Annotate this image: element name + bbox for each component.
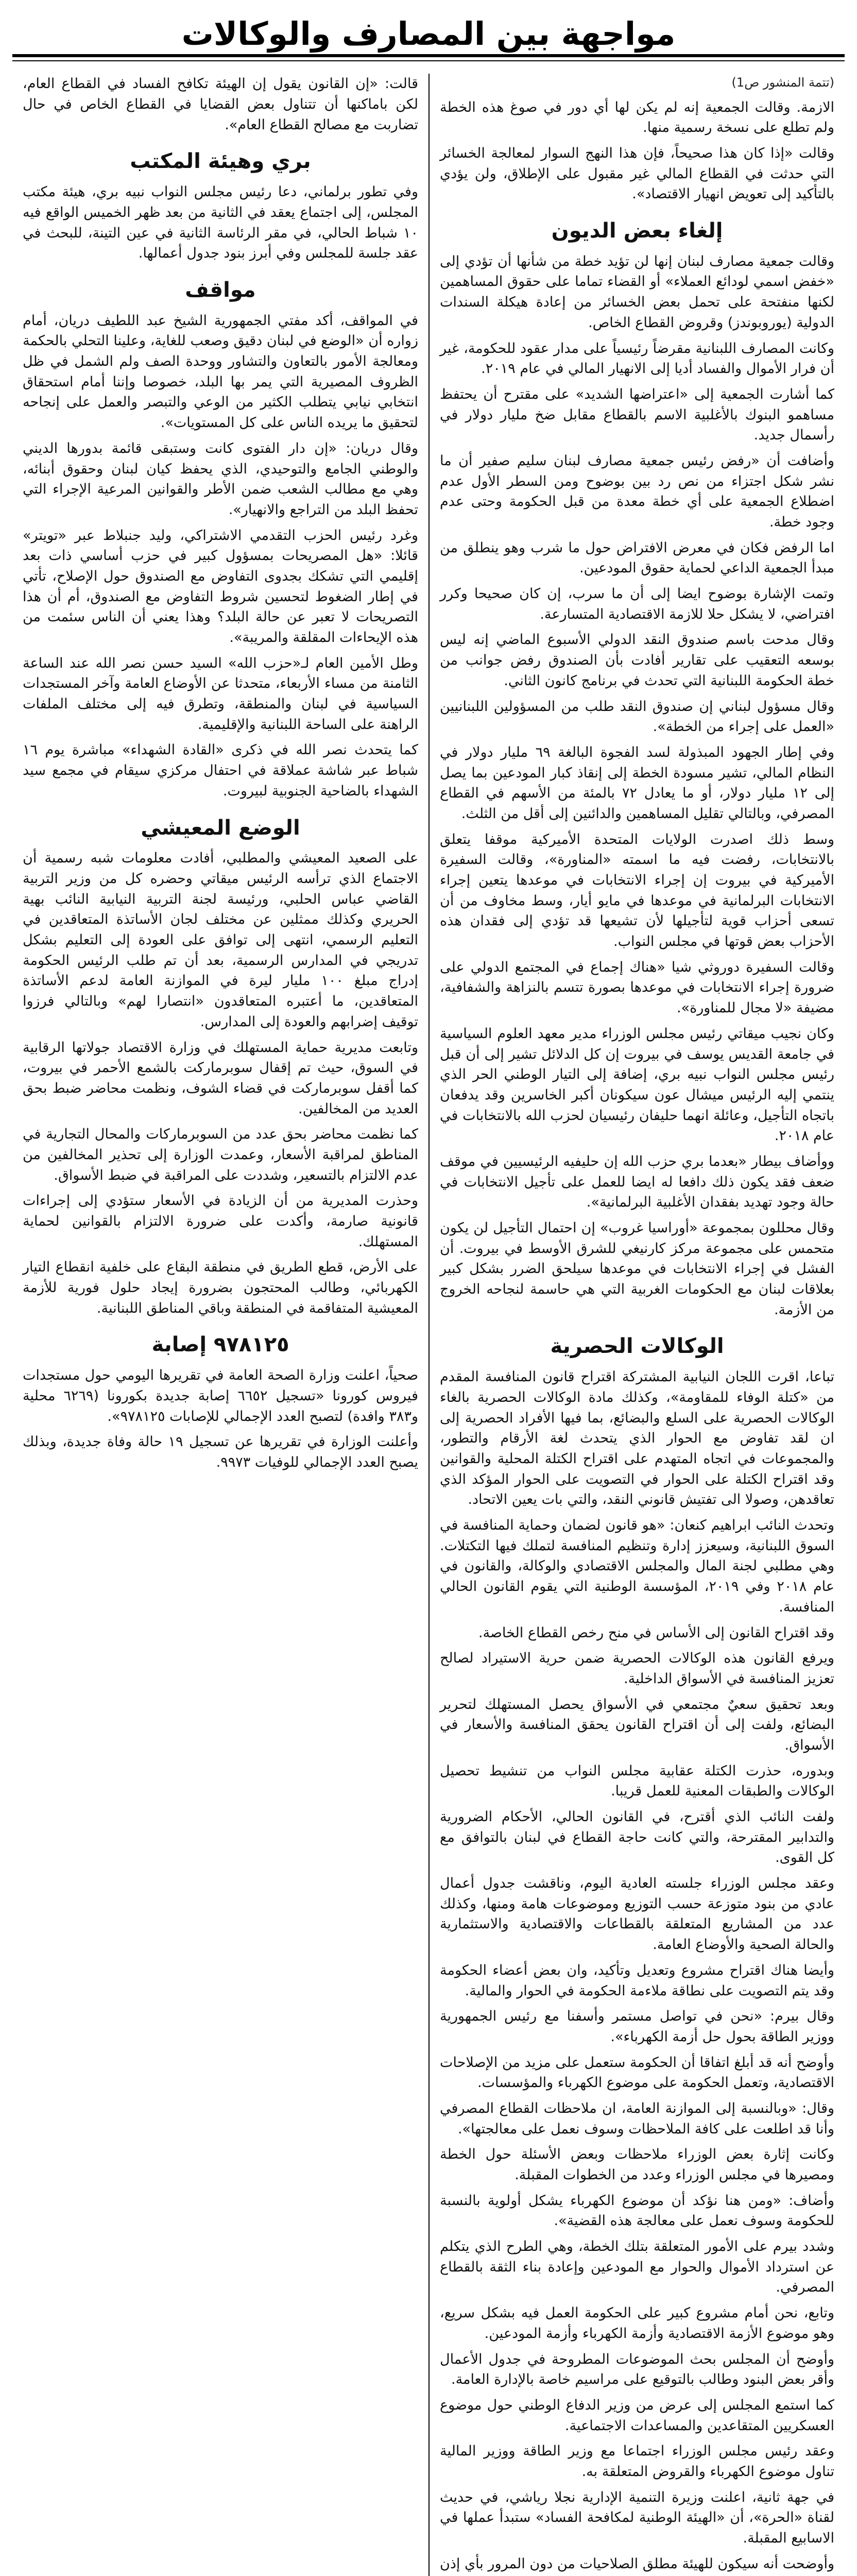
paragraph: اما الرفض فكان في معرض الافتراض حول ما شرب وهو ينطلق من مبدأ الجمعية الداعي لحماية حقوق المودعين. [440,539,834,577]
paragraph: على الصعيد المعيشي والمطلبي، أفادت معلومات شبه رسمية أن الاجتماع الذي ترأسه الرئيس ميقاتي وحضره كل من وزير التربية القاضي عباس الحلبي، ورئيسة لجنة التربية النيابية النائب بهية الحريري وكذلك ممثلين عن مختلف لجان الأساتذة المتعاقدين في التعليم الرسمي، انتهى إلى توافق على العودة إلى التعليم بشكل تدريجي في المدارس الرسمية، بعد أن تم طلب الرئيس الحكومة إدراج مبلغ ١٠٠ مليار ليرة في الموازنة العامة لدعم الأساتذة المتعاقدين، ما أعتبره المتعاقدون «انتصارا لهم» وبالتالي فرزوا توقيف إضرابهم والعودة إلى المدارس. [23,850,418,1030]
section-body [23,1365,418,1472]
paragraph: وفي إطار الجهود المبذولة لسد الفجوة البالغة ٦٩ مليار دولار في النظام المالي، تشير مسودة الخطة إلى إنقاذ كبار المودعين بما يصل إلى ١٢ مليار دولار، أو ما يعادل ٧٢ بالمئة من الأسهم في القطاع المصرفي، وبالتالي تقليل المساهمين والدائنين إلى أقل من الثلث. [440,744,834,822]
paragraph: وشدد بيرم على الأمور المتعلقة بتلك الخطة، وهي الطرح الذي يتكلم عن استرداد الأموال والحوار مع المودعين وإعادة بناء الثقة بالقطاع المصرفي. [440,2239,834,2296]
paragraph: تباعا، اقرت اللجان النيابية المشتركة اقتراح قانون المنافسة المقدم من «كتلة الوفاء للمقاومة»، وكذلك مادة الوكالات الحصرية بالغاء الوكالات الحصرية على السلع والبضائع، بما فيها الأفراد الحصرية إلى ان لقد تفاوض مع الحوار الذي يتحدث لغة الأرقام والتطور، والمجموعات في اتجاه المتهدم على اقتراح الكتلة المحلية والقوانين وقد اقتراح الكتلة على الحوار في التصويت على الحوار المؤكد الذي تعاقدهن، وصولا الى تفتيش قانوني النقد، والتي بات يعين الاتحاد. [440,1369,834,1508]
paragraph: كما أشارت الجمعية إلى «اعتراضها الشديد» على مقترح أن يحتفظ مساهمو البنوك بالأغلبية الاسم بالقطاع مقابل ضخ مليار دولار في رأسمال جديد. [440,386,834,444]
paragraph: وتابعت مديرية حماية المستهلك في وزارة الاقتصاد جولاتها الرقابية في السوق، حيث تم إقفال سوبرماركت بالشمع الأحمر في بيروت، كما أقفل سوبرماركت في قضاء الشوف، ونظمت محاضر ضبط بحق العديد من المخالفين. [23,1039,418,1117]
left-intro [23,74,418,135]
section-heading: الوضع المعيشي [141,816,300,840]
paragraph: وسط ذلك اصدرت الولايات المتحدة الأميركية موقفا يتعلق بالانتخابات، رفضت فيه ما اسمته «المناورة»، وقالت السفيرة الأميركية في بيروت إن إجراء الانتخابات في موعدها يتعين إجراء الانتخابات البرلمانية في موعدها في مايو أيار، وسط مخاوف من أن تسعى أحزاب قوية لتأجيلها لأن تشيعها قد تؤدي إلى فقدان هذه الأحزاب بعض قوتها في مجلس النواب. [440,831,834,950]
section-heading: إلغاء بعض الديون [551,219,723,243]
section-body [23,311,418,802]
paragraph: قالت: «إن القانون يقول إن الهيئة تكافح الفساد في القطاع العام، لكن باماكنها أن تتناول بعض القضايا في القطاع الخاص في حال تضاربت مع مصالح القطاع العام». [23,76,418,133]
paragraph: صحياً، اعلنت وزارة الصحة العامة في تقريرها اليومي حول مستجدات فيروس كورونا «تسجيل ٦٦٥٢ إصابة جديدة بكورونا (٦٢٦٩ محلية و٣٨٣ وافدة) لتصبح العدد الإجمالي للإصابات ٩٧٨١٢٥». [23,1367,418,1425]
paragraph: وقد اقتراح القانون إلى الأساس في منح رخص القطاع الخاصة. [478,1624,834,1641]
section-heading: ٩٧٨١٢٥ إصابة [151,1333,289,1357]
paragraph: وأوضح أنه قد أبلغ اتفاقا أن الحكومة ستعمل على مزيد من الإصلاحات الاقتصادية، وتعمل الحكومة على موضوع الكهرباء والمؤسسات. [440,2054,834,2091]
paragraph: وطل الأمين العام لـ«حزب الله» السيد حسن نصر الله عند الساعة الثامنة من مساء الأربعاء، متحدثا عن الأوضاع العامة وآخر المستجدات السياسية في لبنان والمنطقة، وتطرق فيه إلى مختلف الملفات الراهنة على الساحة اللبنانية والإقليمية. [23,655,418,733]
section-body [440,251,834,1320]
paragraph: في المواقف، أكد مفتي الجمهورية الشيخ عبد اللطيف دريان، أمام زواره أن «الوضع في لبنان دقيق وصعب للغاية، وعلينا التحلي بالحكمة ومعالجة الأمور بالتعاون والتشاور ووحدة الصف ولم الشمل في ظل الظروف المصيرية التي يمر بها البلد، خصوصا وإننا أمام استحقاق انتخابي نيابي يتطلب الكثير من الوعي والتبصر والعمل على إنجاحه لتحقيق ما يريده الناس على كل المستويات». [23,312,418,431]
paragraph: وبعد تحقيق سعيٌ مجتمعي في الأسواق يحصل المستهلك لتحرير البضائع، ولفت إلى أن اقتراح القانون يحقق المنافسة والأسعار في الأسواق. [440,1696,834,1753]
paragraph: وعقد مجلس الوزراء جلسته العادية اليوم، وناقشت جدول أعمال عادي من بنود متوزعة حسب التوزيع وموضوعات هامة ومنها، وكذلك عدد من المشاريع المتعلقة بالقطاعات والاقتصادية والاستثمارية والحالة الصحية والأوضاع العامة. [440,1875,834,1953]
paragraph: وقالت جمعية مصارف لبنان إنها لن تؤيد خطة من شأنها أن تؤدي إلى «خفض اسمي لودائع العملاء» أو القضاء تماما على حقوق المساهمين لكنها منفتحة على تحمل بعض الخسائر من إعادة هيكلة السندات الدولية (يوروبوندز) وقروض القطاع الخاص. [440,253,834,331]
section-heading: بري وهيئة المكتب [130,149,311,174]
paragraph: وقالت «إذا كان هذا صحيحاً، فإن هذا النهج السوار لمعالجة الخسائر التي حدثت في القطاع المالي غير مقبول على الإطلاق، ولن يؤدي بالتأكيد إلى تعويض انهيار الاقتصاد». [440,145,834,202]
section-body [23,848,418,1318]
paragraph: وكان نجيب ميقاتي رئيس مجلس الوزراء مدير معهد العلوم السياسية في جامعة القديس يوسف في بيروت إن كل الدلائل تشير إلى أن قبل رئيس مجلس النواب نبيه بري، إضافة إلى التيار الوطني الحر الذي ينتمي إليه الرئيس ميشال عون سيكونان أكبر الخاسرين وقد يدفعان باتجاه التأجيل، وعائلة انهما حليفان رئيسيان لحزب الله بالانتخابات في عام ٢٠١٨. [440,1025,834,1144]
paragraph: وتابع، نحن أمام مشروع كبير على الحكومة العمل فيه بشكل سريع، وهو موضوع الأزمة الاقتصادية وأزمة الكهرباء وأزمة المودعين. [440,2305,834,2342]
headline-rule [12,54,845,57]
section-body [440,1367,834,2482]
paragraph: على الأرض، قطع الطريق في منطقة البقاع على خلفية انقطاع التيار الكهربائي، وطالب المحتجون بضرورة إيجاد حلول فورية للأزمة المعيشية المتفاقمة في المنطقة وباقي المناطق اللبنانية. [23,1259,418,1316]
paragraph: وأيضا هناك اقتراح مشروع وتعديل وتأكيد، وان بعض أعضاء الحكومة وقد يتم التصويت على نطاقة ملاءمة الحكومة في الحوار والمالية. [440,1962,834,1999]
section-body [23,182,418,264]
paragraph: وأوضح أن المجلس بحث الموضوعات المطروحة في جدول الأعمال وأقر بعض البنود وطالب بالتوقيع على مراسيم خاصة بالإدارة العامة. [440,2351,834,2388]
section-heading: الوكالات الحصرية [550,1334,724,1359]
paragraph: وقال: «وبالنسبة إلى الموازنة العامة، ان ملاحظات القطاع المصرفي وأنا قد اطلعت على كافة الملاحظات وسوف نعمل على معالجتها». [440,2100,834,2137]
paragraph: وأضاف: «ومن هنا نؤكد أن موضوع الكهرباء يشكل أولوية بالنسبة للحكومة وسوف نعمل على معالجة هذه القضية». [440,2192,834,2229]
paragraph: وأعلنت الوزارة في تقريرها عن تسجيل ١٩ حالة وفاة جديدة، وبذلك يصبح العدد الإجمالي للوفيات ٩٩٧٣. [23,1434,419,1470]
paragraph: وأوضحت أنه سيكون للهيئة مطلق الصلاحيات من دون المرور بأي إذن [440,2555,834,2572]
paragraph: وحذرت المديرية من أن الزيادة في الأسعار ستؤدي إلى إجراءات قانونية صارمة، وأكدت على ضرورة الالتزام بالقوانين لحماية المستهلك. [23,1193,418,1250]
paragraph: في جهة ثانية، اعلنت وزيرة التنمية الإدارية نجلا رياشي، في حديث لقناة «الحرة»، أن «الهيئة الوطنية لمكافحة الفساد» ستبدأ عملها في الاسابيع المقبلة. [440,2489,834,2547]
left-column [12,74,428,2576]
continued-note: (تتمة المنشور ص1) [731,75,834,90]
paragraph: وكانت إثارة بعض الوزراء ملاحظات وبعض الأسئلة حول الخطة ومصيرها في مجلس الوزراء وعدد من الخطوات المقبلة. [440,2146,834,2183]
paragraph: ولفت النائب الذي أقترح، في القانون الحالي، الأحكام الضرورية والتدابير المقترحة، والتي كانت حاجة القطاع في لبنان بالتوافق مع كل القوى. [440,1809,834,1866]
headline-thin-rule [12,60,845,61]
paragraph: وغرد رئيس الحزب التقدمي الاشتراكي، وليد جنبلاط عبر «تويتر» قائلا: «هل المصريحات بمسؤول كبير في حزب أساسي ذات بعد إقليمي التي تشكك بجدوى التفاوض مع الصندوق حول الإصلاح، تأتي في إطار الضغوط لتحسين شروط التفاوض مع الصندوق، أم أن هذا التصريحات لا تعبر عن حالة البلد؟ وهذا يعني أن الناس سئمت من هذه الإيحاءات المقلقة والمريبة». [23,527,418,646]
paragraph: وأضافت أن «رفض رئيس جمعية مصارف لبنان سليم صفير أن ما نشر شكل اجتزاء من نص رد بين بوضوح ومن السطر الأول عدم اضطلاع الجمعية على أي خطة معدة من قبل الحكومة وحتى عدم وجود خطة. [440,452,834,531]
right-column [428,74,845,2576]
page-headline: مواجهة بين المصارف والوكالات [181,15,676,53]
paragraph: وقال مسؤول لبناني إن صندوق النقد طلب من المسؤولين اللبنانيين «العمل على إجراء من الخطة». [440,698,834,735]
section-body [440,2487,834,2576]
paragraph: وقال محللون بمجموعة «أوراسيا غروب» إن احتمال التأجيل لن يكون متحمس على مجموعة مركز كارنيغي للشرق الأوسط في بيروت. أن الفشل في إجراء الانتخابات في موعدها سيلحق الضرر بشكل كبير بعلاقات لبنان مع الحكومات الغربية التي هي حاسمة لنجاحه الخروج من الأزمة. [440,1220,834,1318]
right-intro [440,97,834,205]
paragraph: وتحدث النائب ابراهيم كنعان: «هو قانون لضمان وحماية المنافسة في السوق اللبنانية، وسيعزز إدارة وتنظيم المنافسة لتملك فيها التكتلات. وهي مطلبي لجنة المال والمجلس الاقتصادي والوكالة، والقانون في عام ٢٠١٨ وفي ٢٠١٩، المؤسسة الوطنية التي يقوم القانون الحالي المنافسة. [440,1517,834,1615]
paragraph: الازمة. وقالت الجمعية إنه لم يكن لها أي دور في صوغ هذه الخطة ولم تطلع على نسخة رسمية منها. [440,99,834,136]
paragraph: كما نظمت محاضر بحق عدد من السوبرماركات والمحال التجارية في المناطق لمراقبة الأسعار، وعمدت الوزارة إلى تحذير المخالفين من عدم الالتزام بالتسعير، وشددت على المراقبة في ضبط الأسواق. [23,1126,418,1183]
paragraph: وبدوره، حذرت الكتلة عقابية مجلس النواب من تنشيط تحصيل الوكالات والطبقات المعنية للعمل قريبا. [440,1762,834,1800]
paragraph: وقال دريان: «إن دار الفتوى كانت وستبقى قائمة بدورها الديني والوطني الجامع والتوحيدي، الذي يحفظ كيان لبنان وحقوق أبنائه، وهي مع مطالب الشعب ضمن الأطر والقوانين المرعية الإجراء التي تحفظ البلد من التراجع والانهيار». [23,440,418,518]
paragraph: ووأضاف بيطار «بعدما بري حزب الله إن حليفيه الرئيسيين في موقف ضعف فقد يكون ذلك دافعا له ايضا للعمل على تأجيل الانتخابات في حالة وجود تهديد بفقدان الأغلبية البرلمانية». [440,1153,834,1211]
paragraph: ويرفع القانون هذه الوكالات الحصرية ضمن حرية الاستيراد لصالح تعزيز المنافسة في الأسواق الداخلية. [440,1650,834,1687]
article-columns [12,74,845,2576]
paragraph: وكانت المصارف اللبنانية مقرضاً رئيسياً على مدار عقود للحكومة، غير أن فرار الأموال والفساد أديا إلى الانهيار المالي في عام ٢٠١٩. [440,340,834,377]
paragraph: وقال مدحت باسم صندوق النقد الدولي الأسبوع الماضي إنه ليس بوسعه التعقيب على تقارير أفادت بأن الصندوق رفض جوانب من خطة الحكومة اللبنانية التي تحدث في برنامج كانون الثاني. [440,632,834,689]
paragraph: وعقد رئيس مجلس الوزراء اجتماعا مع وزير الطاقة ووزير المالية تناول موضوع الكهرباء والقروض المتعلقة به. [440,2443,834,2480]
section-heading: مواقف [185,278,256,302]
paragraph: كما يتحدث نصر الله في ذكرى «القادة الشهداء» مباشرة يوم ١٦ شباط عبر شاشة عملاقة في احتفال مركزي سيقام في مجمع سيد الشهداء بالضاحية الجنوبية لبيروت. [23,742,418,799]
paragraph: وقالت السفيرة دوروثي شيا «هناك إجماع في المجتمع الدولي على ضرورة إجراء الانتخابات في موعدها بصورة تتسم بالنزاهة والشفافية، مضيفة «لا مجال للمناورة». [440,959,834,1016]
paragraph: وفي تطور برلماني، دعا رئيس مجلس النواب نبيه بري، هيئة مكتب المجلس، إلى اجتماع يعقد في الثانية من بعد ظهر الخميس الواقع فيه ١٠ شباط الحالي، في مقر الرئاسة الثانية في عين التينة، للبحث في عقد جلسة للمجلس وفي أبرز بنود جدول أعمالها. [23,184,418,262]
paragraph: كما استمع المجلس إلى عرض من وزير الدفاع الوطني حول موضوع العسكريين المتقاعدين والمساعدات الاجتماعية. [440,2397,834,2434]
paragraph: وقال بيرم: «نحن في تواصل مستمر وأسفنا مع رئيس الجمهورية ووزير الطاقة بحول حل أزمة الكهرباء». [440,2008,834,2045]
paragraph: وتمت الإشارة بوضوح ايضا إلى أن ما سرب، إن كان صحيحا وكرر افتراضي، لا يشكل حلا للازمة الاقتصادية المتسارعة. [440,586,834,622]
